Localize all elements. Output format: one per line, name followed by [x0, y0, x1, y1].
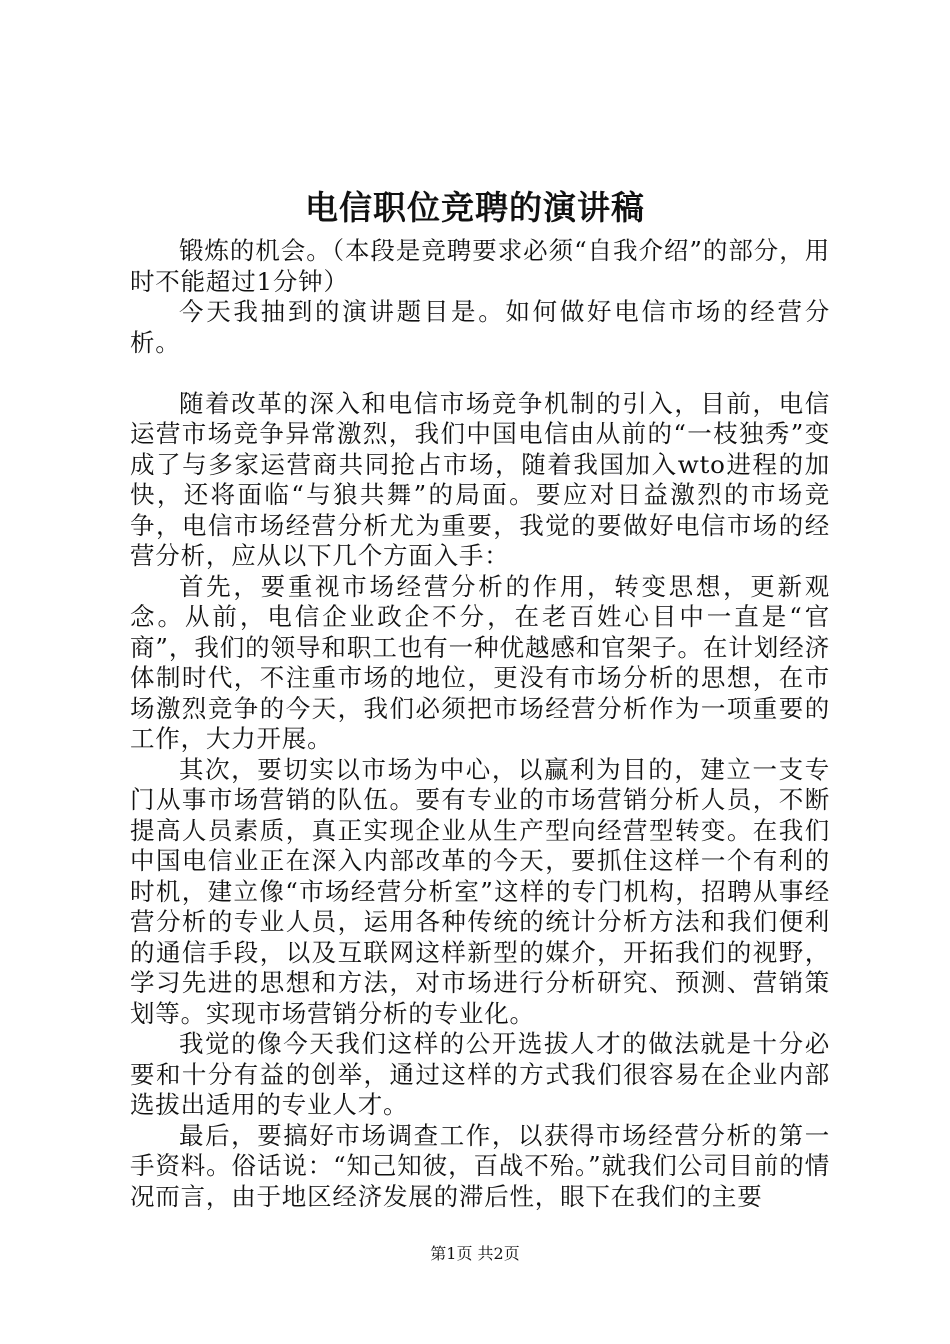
document-body	[130, 236, 830, 1212]
paragraph: 我觉的像今天我们这样的公开选拔人才的做法就是十分必要和十分有益的创举，通过这样的方式我们很容易在企业内部选拔出适用的专业人才。	[130, 1029, 830, 1119]
document-title: 电信职位竞聘的演讲稿	[305, 188, 645, 227]
paragraph: 锻炼的机会。（本段是竞聘要求必须“自我介绍”的部分，用时不能超过1分钟）	[130, 236, 830, 296]
paragraph: 随着改革的深入和电信市场竞争机制的引入，目前，电信运营市场竞争异常激烈，我们中国电信由从前的“一枝独秀”变成了与多家运营商共同抢占市场，随着我国加入wto进程的加快，还将面临“与狼共舞”的局面。要应对日益激烈的市场竞争，电信市场经营分析尤为重要，我觉的要做好电信市场的经营分析，应从以下几个方面入手：	[130, 388, 830, 570]
paragraph: 最后，要搞好市场调查工作，以获得市场经营分析的第一手资料。俗话说：“知己知彼，百战不殆。”就我们公司目前的情况而言，由于地区经济发展的滞后性，眼下在我们的主要	[130, 1120, 830, 1211]
paragraph: 其次，要切实以市场为中心，以赢利为目的，建立一支专门从事市场营销的队伍。要有专业的市场营销分析人员，不断提高人员素质，真正实现企业从生产型向经营型转变。在我们中国电信业正在深入内部改革的今天，要抓住这样一个有利的时机，建立像“市场经营分析室”这样的专门机构，招聘从事经营分析的专业人员，运用各种传统的统计分析方法和我们便利的通信手段，以及互联网这样新型的媒介，开拓我们的视野，学习先进的思想和方法，对市场进行分析研究、预测、营销策划等。实现市场营销分析的专业化。	[130, 754, 830, 1028]
paragraph: 今天我抽到的演讲题目是。如何做好电信市场的经营分析。	[130, 297, 830, 357]
paragraph: 首先，要重视市场经营分析的作用，转变思想，更新观念。从前，电信企业政企不分，在老百姓心目中一直是“官商”，我们的领导和职工也有一种优越感和官架子。在计划经济体制时代，不注重市场的地位，更没有市场分析的思想，在市场激烈竞争的今天，我们必须把市场经营分析作为一项重要的工作，大力开展。	[130, 571, 830, 753]
page-footer: 第1页 共2页	[430, 1244, 520, 1263]
paragraph-gap	[130, 358, 830, 389]
